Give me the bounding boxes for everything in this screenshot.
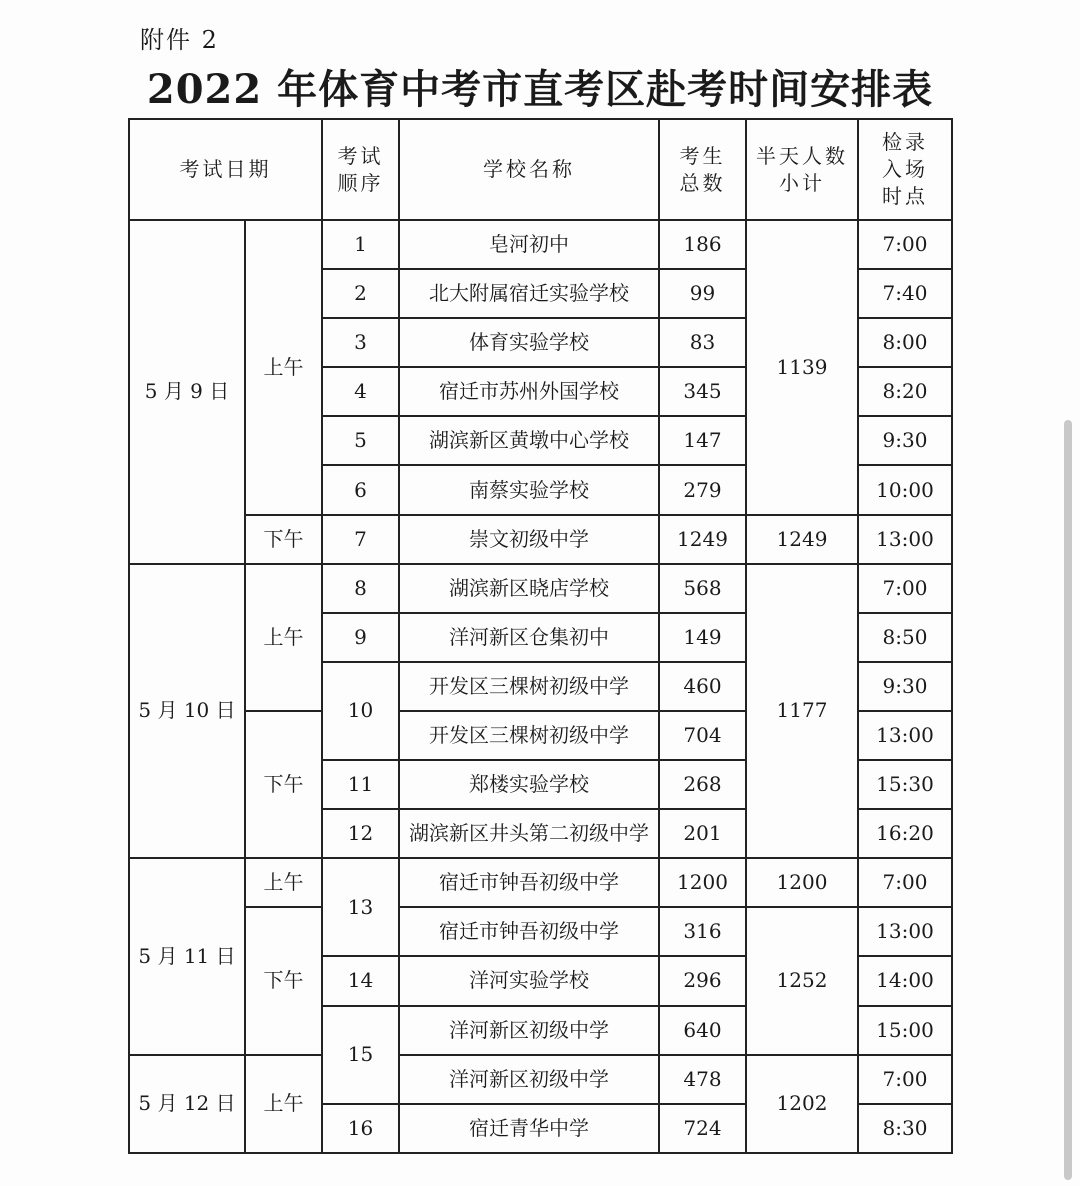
school-cell: 宿迁市苏州外国学校 xyxy=(399,367,659,416)
header-total xyxy=(659,119,746,220)
order-cell: 3 xyxy=(322,318,399,367)
school-cell: 体育实验学校 xyxy=(399,318,659,367)
page-scrollbar[interactable] xyxy=(1064,420,1072,1180)
table-row xyxy=(129,220,952,269)
school-cell: 北大附属宿迁实验学校 xyxy=(399,269,659,318)
table-row xyxy=(129,1055,952,1104)
period-cell: 下午 xyxy=(245,907,322,1054)
school-cell: 南蔡实验学校 xyxy=(399,465,659,514)
table-row xyxy=(129,515,952,564)
total-cell: 296 xyxy=(659,956,746,1005)
header-total-text: 考生 总数 xyxy=(679,143,726,195)
time-cell: 13:00 xyxy=(858,711,952,760)
total-cell: 147 xyxy=(659,416,746,465)
total-cell: 640 xyxy=(659,1006,746,1055)
total-cell: 724 xyxy=(659,1104,746,1153)
school-cell: 郑楼实验学校 xyxy=(399,760,659,809)
table-row xyxy=(129,907,952,956)
order-cell: 6 xyxy=(322,465,399,514)
header-entry-time-text: 检录 入场 时点 xyxy=(882,130,928,208)
date-cell: 5 月 11 日 xyxy=(129,858,245,1054)
order-cell: 14 xyxy=(322,956,399,1005)
time-cell: 7:00 xyxy=(858,858,952,907)
school-cell: 湖滨新区黄墩中心学校 xyxy=(399,416,659,465)
time-cell: 8:00 xyxy=(858,318,952,367)
time-cell: 15:30 xyxy=(858,760,952,809)
time-cell: 7:00 xyxy=(858,220,952,269)
order-cell: 4 xyxy=(322,367,399,416)
total-cell: 268 xyxy=(659,760,746,809)
order-cell: 8 xyxy=(322,564,399,613)
school-cell: 崇文初级中学 xyxy=(399,515,659,564)
time-cell: 13:00 xyxy=(858,515,952,564)
order-cell: 7 xyxy=(322,515,399,564)
school-cell: 湖滨新区晓店学校 xyxy=(399,564,659,613)
order-cell: 2 xyxy=(322,269,399,318)
total-cell: 345 xyxy=(659,367,746,416)
attachment-label: 附件 2 xyxy=(140,26,219,54)
subtotal-cell: 1139 xyxy=(746,220,858,515)
header-school: 学校名称 xyxy=(399,119,659,220)
time-cell: 16:20 xyxy=(858,809,952,858)
time-cell: 8:20 xyxy=(858,367,952,416)
table-row xyxy=(129,858,952,907)
table-row xyxy=(129,564,952,613)
date-cell: 5 月 9 日 xyxy=(129,220,245,564)
subtotal-cell: 1252 xyxy=(746,907,858,1054)
time-cell: 8:50 xyxy=(858,613,952,662)
page-title: 2022 年体育中考市直考区赴考时间安排表 xyxy=(146,66,934,113)
period-cell: 下午 xyxy=(245,711,322,858)
header-order-text: 考试 顺序 xyxy=(337,143,384,195)
date-cell: 5 月 12 日 xyxy=(129,1055,245,1153)
time-cell: 9:30 xyxy=(858,416,952,465)
total-cell: 279 xyxy=(659,465,746,514)
time-cell: 9:30 xyxy=(858,662,952,711)
school-cell: 宿迁市钟吾初级中学 xyxy=(399,907,659,956)
time-cell: 15:00 xyxy=(858,1006,952,1055)
total-cell: 460 xyxy=(659,662,746,711)
date-cell: 5 月 10 日 xyxy=(129,564,245,859)
school-cell: 皂河初中 xyxy=(399,220,659,269)
header-entry-time xyxy=(858,119,952,220)
school-cell: 洋河新区初级中学 xyxy=(399,1006,659,1055)
total-cell: 99 xyxy=(659,269,746,318)
order-cell: 10 xyxy=(322,662,399,760)
subtotal-cell: 1202 xyxy=(746,1055,858,1153)
header-subtotal-text: 半天人数 小计 xyxy=(756,143,848,195)
header-date: 考试日期 xyxy=(129,119,322,220)
order-cell: 16 xyxy=(322,1104,399,1153)
total-cell: 149 xyxy=(659,613,746,662)
period-cell: 上午 xyxy=(245,1055,322,1153)
subtotal-cell: 1177 xyxy=(746,564,858,859)
total-cell: 316 xyxy=(659,907,746,956)
school-cell: 开发区三棵树初级中学 xyxy=(399,662,659,711)
order-cell: 13 xyxy=(322,858,399,956)
total-cell: 478 xyxy=(659,1055,746,1104)
subtotal-cell: 1249 xyxy=(746,515,858,564)
total-cell: 704 xyxy=(659,711,746,760)
period-cell: 下午 xyxy=(245,515,322,564)
subtotal-cell: 1200 xyxy=(746,858,858,907)
schedule-table xyxy=(128,118,953,1154)
period-cell: 上午 xyxy=(245,858,322,907)
table-header-row xyxy=(129,119,952,220)
order-cell: 5 xyxy=(322,416,399,465)
total-cell: 568 xyxy=(659,564,746,613)
total-cell: 1200 xyxy=(659,858,746,907)
order-cell: 1 xyxy=(322,220,399,269)
order-cell: 12 xyxy=(322,809,399,858)
school-cell: 洋河新区初级中学 xyxy=(399,1055,659,1104)
time-cell: 7:40 xyxy=(858,269,952,318)
time-cell: 8:30 xyxy=(858,1104,952,1153)
school-cell: 洋河实验学校 xyxy=(399,956,659,1005)
total-cell: 201 xyxy=(659,809,746,858)
time-cell: 14:00 xyxy=(858,956,952,1005)
school-cell: 湖滨新区井头第二初级中学 xyxy=(399,809,659,858)
total-cell: 1249 xyxy=(659,515,746,564)
time-cell: 10:00 xyxy=(858,465,952,514)
total-cell: 186 xyxy=(659,220,746,269)
header-order xyxy=(322,119,399,220)
school-cell: 开发区三棵树初级中学 xyxy=(399,711,659,760)
order-cell: 15 xyxy=(322,1006,399,1104)
school-cell: 宿迁青华中学 xyxy=(399,1104,659,1153)
time-cell: 7:00 xyxy=(858,1055,952,1104)
order-cell: 11 xyxy=(322,760,399,809)
total-cell: 83 xyxy=(659,318,746,367)
school-cell: 洋河新区仓集初中 xyxy=(399,613,659,662)
header-subtotal xyxy=(746,119,858,220)
period-cell: 上午 xyxy=(245,564,322,711)
period-cell: 上午 xyxy=(245,220,322,515)
order-cell: 9 xyxy=(322,613,399,662)
time-cell: 7:00 xyxy=(858,564,952,613)
time-cell: 13:00 xyxy=(858,907,952,956)
school-cell: 宿迁市钟吾初级中学 xyxy=(399,858,659,907)
